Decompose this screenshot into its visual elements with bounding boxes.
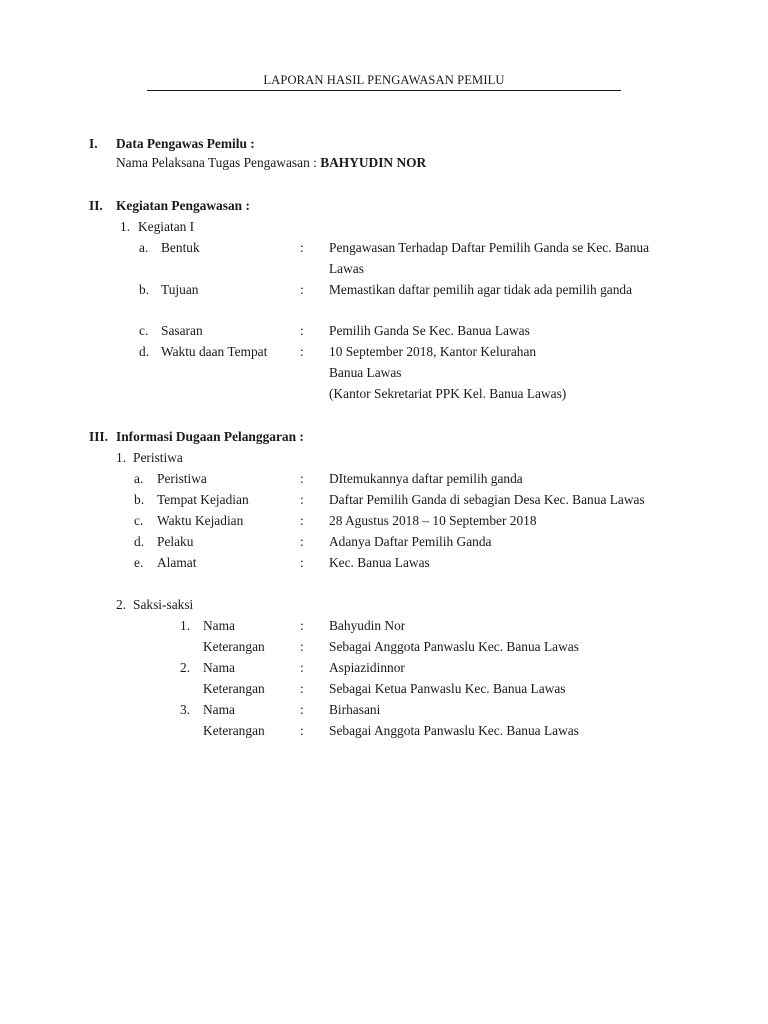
saksi-label: Saksi-saksi — [133, 597, 194, 612]
witness-name: Birhasani — [329, 702, 381, 717]
section-3-heading: Informasi Dugaan Pelanggaran : — [116, 429, 304, 444]
kegiatan-item-label: Bentuk — [161, 240, 200, 255]
peristiwa-item-value: Kec. Banua Lawas — [329, 555, 430, 570]
kegiatan-number: 1. — [120, 219, 131, 234]
witness-name-label: Nama — [203, 702, 235, 717]
peristiwa-label: Peristiwa — [133, 450, 183, 465]
peristiwa-item-letter: b. — [134, 492, 145, 507]
kegiatan-item-label: Tujuan — [161, 282, 199, 297]
peristiwa-item-letter: e. — [134, 555, 144, 570]
witness-number: 1. — [180, 618, 191, 633]
kegiatan-item-value: Lawas — [329, 261, 364, 276]
kegiatan-item-label: Sasaran — [161, 323, 203, 338]
section-3-number: III. — [89, 429, 108, 444]
witness-name: Bahyudin Nor — [329, 618, 406, 633]
kegiatan-item-letter: b. — [139, 282, 150, 297]
kegiatan-item-value: Pengawasan Terhadap Daftar Pemilih Ganda se Kec. Banua — [329, 240, 650, 255]
document-title: LAPORAN HASIL PENGAWASAN PEMILU — [263, 73, 505, 87]
kegiatan-item-colon: : — [300, 282, 304, 297]
kegiatan-item-value: Pemilih Ganda Se Kec. Banua Lawas — [329, 323, 530, 338]
peristiwa-item-colon: : — [300, 555, 304, 570]
peristiwa-item-value: Adanya Daftar Pemilih Ganda — [329, 534, 492, 549]
pelaksana-name: BAHYUDIN NOR — [320, 155, 427, 170]
witness-name-label: Nama — [203, 660, 235, 675]
section-2-heading: Kegiatan Pengawasan : — [116, 198, 250, 213]
section-1-number: I. — [89, 136, 98, 151]
peristiwa-number: 1. — [116, 450, 127, 465]
peristiwa-item-colon: : — [300, 492, 304, 507]
witness-colon: : — [300, 660, 304, 675]
kegiatan-item-value: (Kantor Sekretariat PPK Kel. Banua Lawas) — [329, 386, 567, 401]
peristiwa-item-colon: : — [300, 513, 304, 528]
kegiatan-item-colon: : — [300, 344, 304, 359]
peristiwa-item-colon: : — [300, 534, 304, 549]
peristiwa-item-label: Alamat — [157, 555, 197, 570]
peristiwa-item-label: Tempat Kejadian — [157, 492, 249, 507]
witness-number: 2. — [180, 660, 191, 675]
peristiwa-item-value: Daftar Pemilih Ganda di sebagian Desa Kec. Banua Lawas — [329, 492, 645, 507]
witness-colon: : — [300, 681, 304, 696]
witness-name-label: Nama — [203, 618, 235, 633]
peristiwa-item-colon: : — [300, 471, 304, 486]
kegiatan-item-value: Memastikan daftar pemilih agar tidak ada pemilih ganda — [329, 282, 633, 297]
kegiatan-item-colon: : — [300, 323, 304, 338]
kegiatan-label: Kegiatan I — [138, 219, 195, 234]
kegiatan-item-letter: c. — [139, 323, 149, 338]
title-underline — [147, 90, 621, 91]
kegiatan-item-value: Banua Lawas — [329, 365, 402, 380]
kegiatan-item-letter: a. — [139, 240, 149, 255]
peristiwa-item-letter: d. — [134, 534, 145, 549]
peristiwa-item-letter: a. — [134, 471, 144, 486]
pelaksana-line — [116, 156, 426, 169]
witness-colon: : — [300, 702, 304, 717]
kegiatan-item-letter: d. — [139, 344, 150, 359]
kegiatan-item-value: 10 September 2018, Kantor Kelurahan — [329, 344, 537, 359]
kegiatan-item-label: Waktu daan Tempat — [161, 344, 268, 359]
pelaksana-label: Nama Pelaksana Tugas Pengawasan : — [116, 155, 317, 170]
witness-ket-label: Keterangan — [203, 723, 265, 738]
witness-colon: : — [300, 618, 304, 633]
witness-ket: Sebagai Anggota Panwaslu Kec. Banua Lawas — [329, 639, 579, 654]
section-2-number: II. — [89, 198, 103, 213]
witness-ket: Sebagai Ketua Panwaslu Kec. Banua Lawas — [329, 681, 566, 696]
section-1-heading: Data Pengawas Pemilu : — [116, 136, 255, 151]
witness-name: Aspiazidinnor — [329, 660, 405, 675]
witness-colon: : — [300, 723, 304, 738]
peristiwa-item-label: Pelaku — [157, 534, 194, 549]
witness-number: 3. — [180, 702, 191, 717]
witness-ket: Sebagai Anggota Panwaslu Kec. Banua Lawas — [329, 723, 579, 738]
peristiwa-item-value: DItemukannya daftar pemilih ganda — [329, 471, 523, 486]
witness-ket-label: Keterangan — [203, 639, 265, 654]
peristiwa-item-value: 28 Agustus 2018 – 10 September 2018 — [329, 513, 537, 528]
witness-colon: : — [300, 639, 304, 654]
witness-ket-label: Keterangan — [203, 681, 265, 696]
peristiwa-item-label: Waktu Kejadian — [157, 513, 244, 528]
kegiatan-item-colon: : — [300, 240, 304, 255]
peristiwa-item-letter: c. — [134, 513, 144, 528]
saksi-number: 2. — [116, 597, 127, 612]
peristiwa-item-label: Peristiwa — [157, 471, 207, 486]
